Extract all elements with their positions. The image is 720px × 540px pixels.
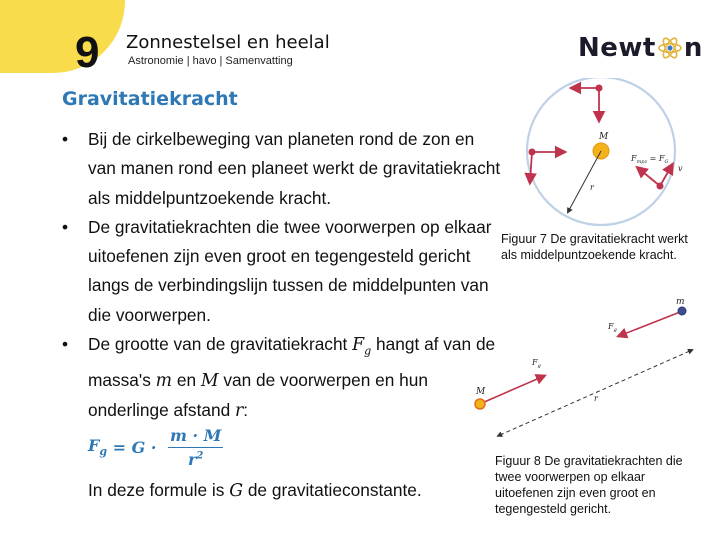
label-sun-mass: M: [599, 132, 609, 142]
logo-text-start: Newt: [578, 33, 656, 63]
large-mass-dot: [475, 399, 485, 409]
figure-7-caption: Figuur 7 De gravitatiekracht werkt als middelpuntzoekende kracht.: [501, 232, 688, 262]
label-large-mass: M: [476, 387, 486, 397]
chapter-corner-badge: [0, 0, 125, 73]
chapter-subtitle: Astronomie | havo | Samenvatting: [128, 55, 293, 67]
formula-fraction: $\frac{m \cdot M}{r^2}$: [170, 426, 222, 469]
bullet-item: • Bij de cirkelbeweging van planeten rond de zon en van manen rond een planeet werkt de gravitatiekracht als middelpuntzoekende kracht.: [62, 125, 502, 213]
label-small-mass: m: [676, 297, 685, 307]
label-distance: r: [594, 394, 598, 403]
small-mass-dot: [678, 307, 686, 315]
figure-7-orbit-diagram: [500, 78, 715, 228]
label-force-bottom: $F_g$: [532, 358, 541, 369]
force-symbol: $F_g$: [352, 335, 372, 358]
newton-logo: [578, 33, 703, 63]
formula-conclusion: In deze formule is G de gravitatieconstante.: [88, 480, 422, 501]
label-velocity: v: [678, 164, 683, 173]
figure-8-caption: Figuur 8 De gravitatiekrachten die twee voorwerpen op elkaar uitoefenen zijn even groot en tegengesteld gericht.: [495, 454, 683, 516]
logo-text-end: n: [683, 33, 703, 63]
label-force-top: $F_g$: [608, 322, 617, 333]
label-radius: r: [590, 183, 594, 192]
bullet-item: • De gravitatiekrachten die twee voorwerpen op elkaar uitoefenen zijn even groot en tegengesteld gericht langs de verbindingslijn tussen de middelpunten van die voorwerpen.: [62, 213, 502, 330]
bullet-item: • De grootte van de gravitatiekracht $F_g$ hangt af van de massa's m en M van de voorwerpen en hun onderlinge afstand r:: [62, 330, 502, 426]
label-force: $F_{mpz} = F_G$: [631, 154, 669, 165]
formula-lhs: $F_g$: [88, 436, 108, 459]
chapter-title: Zonnestelsel en heelal: [126, 32, 330, 53]
figure-8-masses-diagram: [470, 295, 715, 445]
chapter-number: 9: [75, 28, 100, 77]
bullet-list: [62, 125, 502, 426]
gravity-formula: $F_g$ = G · $\frac{m \cdot M}{r^2}$: [88, 426, 222, 469]
atom-icon: [657, 35, 683, 61]
section-title: Gravitatiekracht: [62, 88, 238, 110]
